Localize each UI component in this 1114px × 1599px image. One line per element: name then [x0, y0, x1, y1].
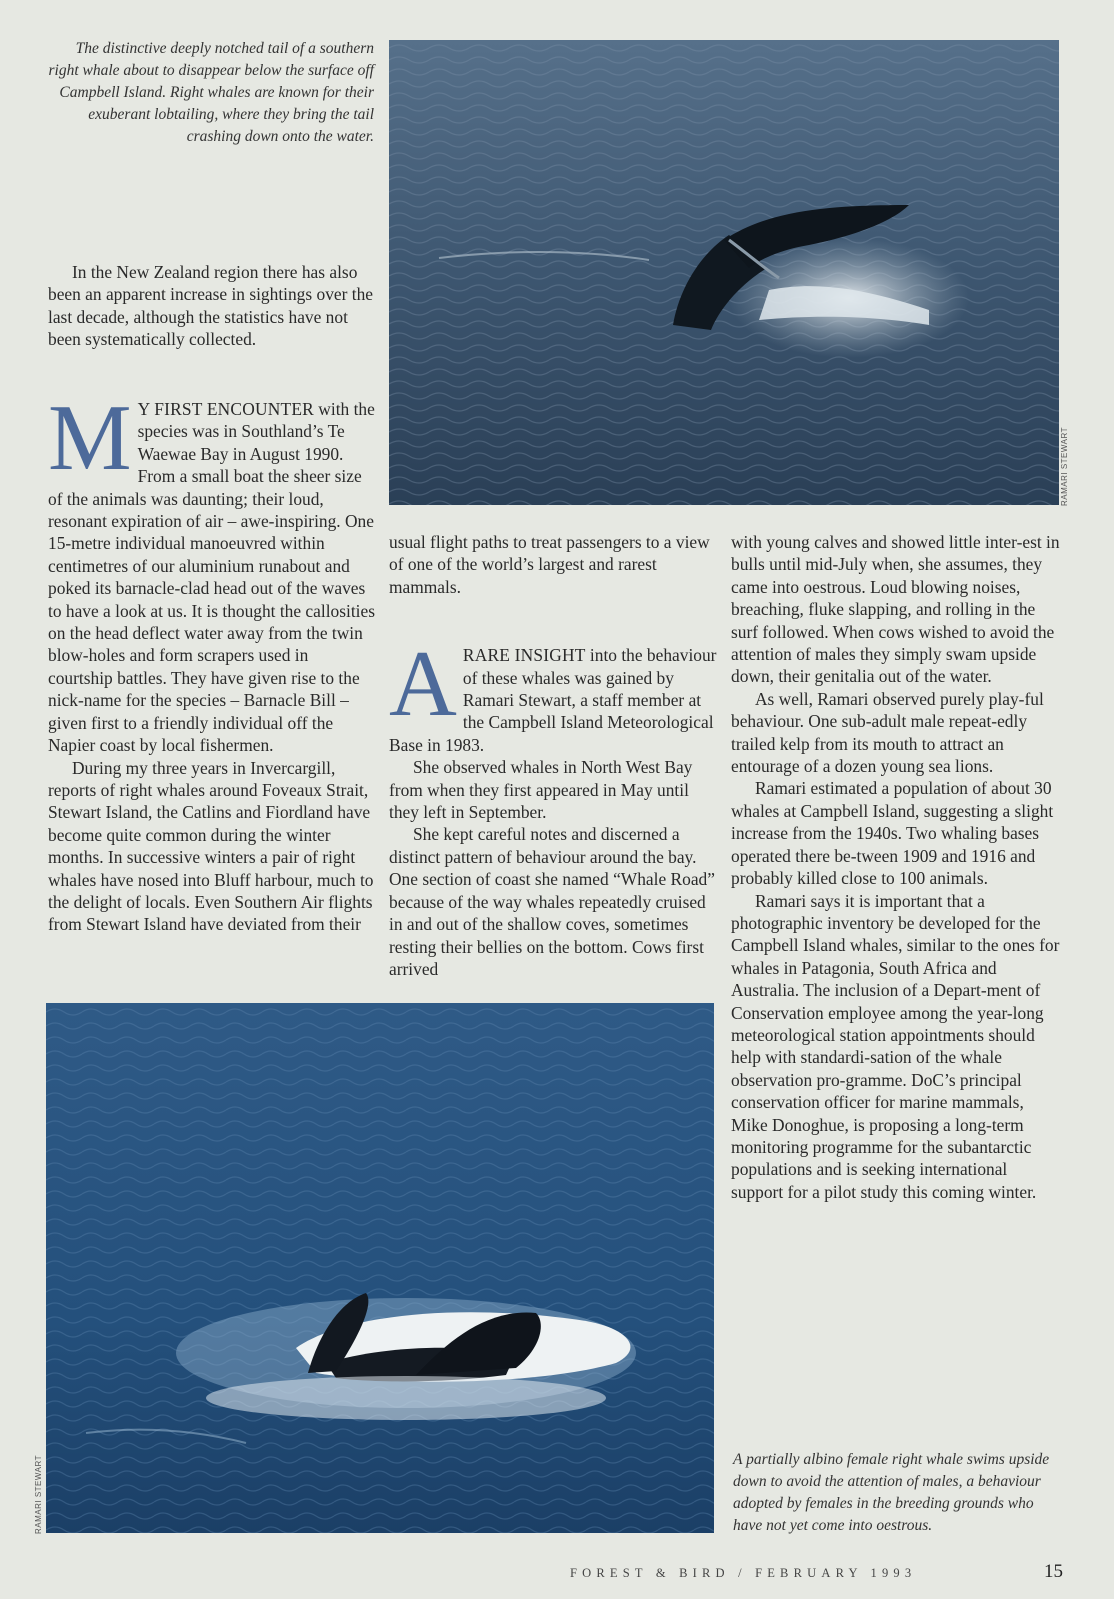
dropcap-a: A	[389, 632, 457, 737]
intro-paragraph: In the New Zealand region there has also been an apparent increase in sightings over the last decade, although the statistics have not been systematically collected.	[48, 262, 373, 350]
section2-p3: She kept careful notes and discerned a distinct pattern of behaviour around the bay. One section of coast she named “Whale Road” because of the way whales repeatedly cruised in and out of the shallow coves, sometimes resting their bellies on the bottom. Cows first arrived	[389, 824, 715, 979]
section2-lead: RARE INSIGHT	[462, 645, 586, 666]
col1-paragraph-2: During my three years in Invercargill, reports of right whales around Foveaux Strait, Stewart Island, the Catlins and Fiordland have become quite common during the winter months. In successive winters a pair of right whales have nosed into Bluff harbour, much to the delight of locals. Even Southern Air flights from Stewart Island have deviated from their	[48, 757, 374, 935]
section2-p1: into the behaviour of these whales was gained by Ramari Stewart, a staff member at the Campbell Island Meteorological Base in 1983.	[389, 645, 717, 755]
section1-p1: with the species was in Southland’s Te Waewae Bay in August 1990. From a small boat the sheer size of the animals was daunting; their loud, resonant expiration of air – awe-inspiring. One 15-metre individual manoeuvred within centimetres of our aluminium runabout and poked its barnacle-clad head out of the waves to have a look at us. It is thought the callosities on the head deflect water away from the twin blow-holes and form scrapers used in courtship battles. They have given rise to the nick-name for the species – Barnacle Bill – given first to a friendly individual off the Napier coast by local fishermen.	[48, 399, 375, 756]
col2-continuation: usual flight paths to treat passengers to a view of one of the world’s largest and rarest mammals.	[389, 532, 710, 597]
dropcap-m: M	[48, 386, 132, 490]
article-column-2	[389, 531, 719, 980]
section2-p2: She observed whales in North West Bay from when they first appeared in May until they left in September.	[389, 757, 693, 823]
running-footer: FOREST & BIRD / FEBRUARY 1993	[570, 1566, 917, 1580]
photo-caption-top: The distinctive deeply notched tail of a southern right whale about to disappear below the surface off Campbell Island. Right whales are known for their exuberant lobtailing, where they bring the tail crashing down onto the water.	[48, 40, 374, 145]
photo-credit-bottom: RAMARI STEWART	[34, 1454, 43, 1534]
photo-credit-top: RAMARI STEWART	[1060, 426, 1069, 506]
section2-p5: Ramari estimated a population of about 30 whales at Campbell Island, suggesting a slight increase from the 1940s. Two whaling bases operated there be-tween 1909 and 1916 and probably killed close to 100 animals.	[731, 778, 1054, 889]
section2-p6: Ramari says it is important that a photographic inventory be developed for the Campbell Island whales, similar to the ones for whales in Patagonia, South Africa and Australia. The inclusion of a Depart-ment of Conservation employee among the year-long meteorological station appointments should help with standardi-sation of the whale observation pro-gramme. DoC’s principal conservation officer for marine mammals, Mike Donoghue, is proposing a long-term monitoring programme for the subantarctic populations and is seeking international support for a pilot study this coming winter.	[731, 890, 1060, 1202]
section1-lead: Y FIRST ENCOUNTER	[137, 399, 314, 419]
section2-paragraph	[389, 632, 719, 756]
whale-tail-photo	[389, 40, 1059, 505]
section2-p3-cont: with young calves and showed little inter-est in bulls until mid-July when, she assumes, they came into oestrous. Loud blowing noises, breaching, fluke slapping, and rolling in the surf followed. When cows wished to avoid the attention of males they simply swam upside down, their genitalia out of the water.	[731, 532, 1060, 687]
article-column-3	[731, 531, 1061, 1203]
section2-p4: As well, Ramari observed purely play-ful behaviour. One sub-adult male repeat-edly trailed kelp from its mouth to attract an entourage of a dozen young sea lions.	[731, 688, 1044, 777]
photo-caption-bottom: A partially albino female right whale swims upside down to avoid the attention of males, a behaviour adopted by females in the breeding grounds who have not yet come into oestrous.	[733, 1451, 1050, 1534]
section1-paragraph	[48, 386, 377, 757]
albino-whale-photo	[46, 1003, 714, 1533]
page-number: 15	[1044, 1561, 1063, 1582]
article-column-1	[48, 386, 377, 936]
